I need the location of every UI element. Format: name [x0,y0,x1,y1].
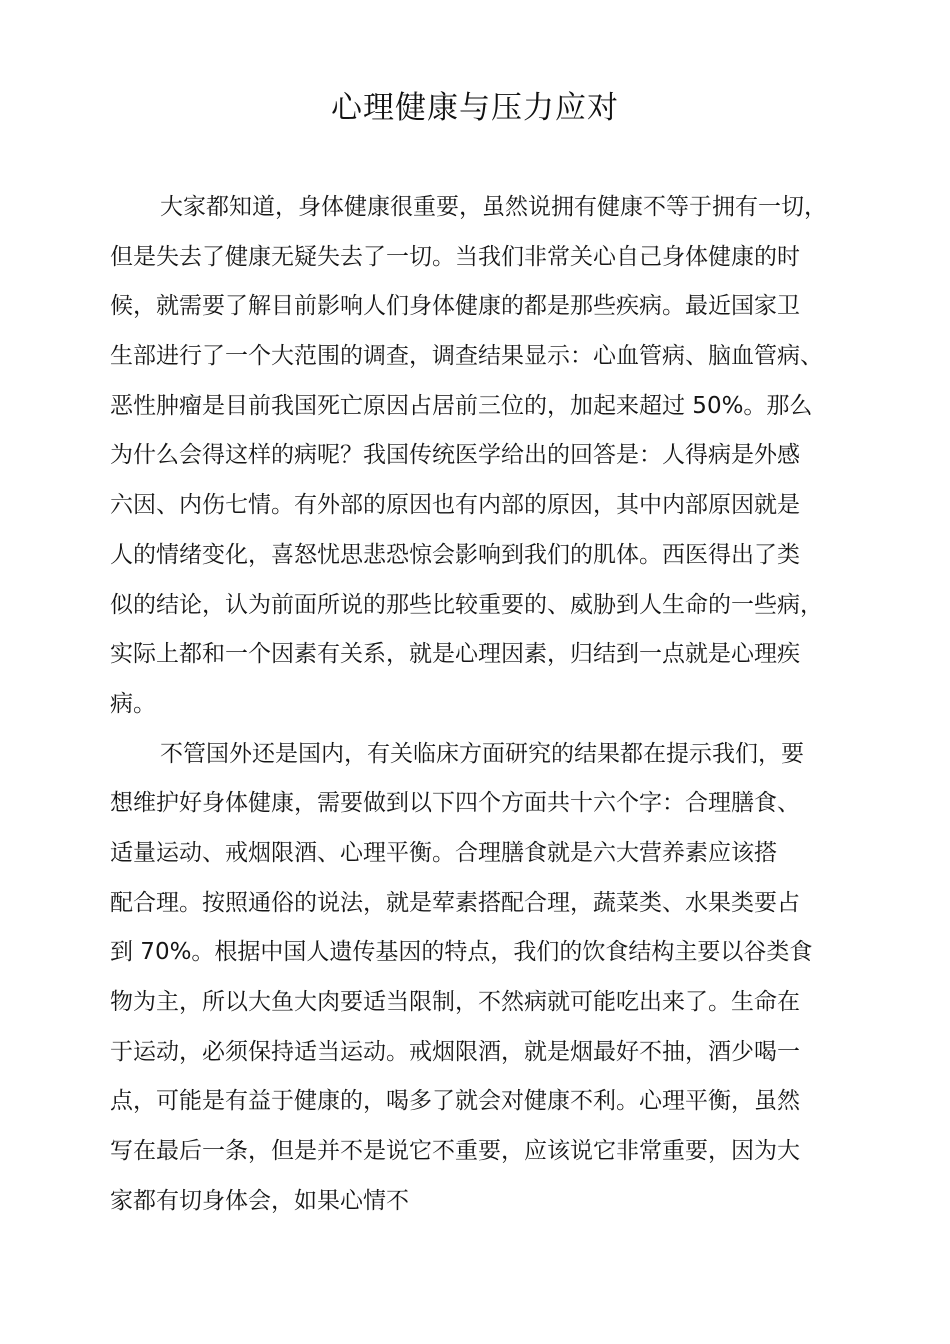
paragraph-1-line-8: 人的情绪变化，喜怒忧思悲恐惊会影响到我们的肌体。西医得出了类 [110,541,800,568]
paragraph-1-line-1: 大家都知道，身体健康很重要，虽然说拥有健康不等于拥有一切， [160,194,827,220]
document-title: 心理健康与压力应对 [331,90,619,126]
paragraph-1-line-9: 似的结论，认为前面所说的那些比较重要的、威胁到人生命的一些病， [110,591,823,618]
paragraph-1-line-10: 实际上都和一个因素有关系，就是心理因素，归结到一点就是心理疾 [110,641,800,668]
paragraph-2-line-6: 物为主，所以大鱼大肉要适当限制，不然病就可能吃出来了。生命在 [110,989,800,1015]
paragraph-1-line-4: 生部进行了一个大范围的调查，调查结果显示：心血管病、脑血管病、 [110,343,823,370]
paragraph-1-line-6: 为什么会得这样的病呢？我国传统医学给出的回答是：人得病是外感 [110,442,800,469]
paragraph-2-line-3: 适量运动、戒烟限酒、心理平衡。合理膳食就是六大营养素应该搭 [110,839,777,866]
paragraph-1-line-11: 病。 [110,690,156,717]
document-body [110,183,870,1226]
paragraph-2-line-9: 写在最后一条，但是并不是说它不重要，应该说它非常重要，因为大 [110,1138,800,1165]
paragraph-2-line-2: 想维护好身体健康，需要做到以下四个方面共十六个字：合理膳食、 [110,790,800,817]
paragraph-2-line-5: 到 70%。根据中国人遗传基因的特点，我们的饮食结构主要以谷类食 [110,939,813,966]
paragraph-2-line-4: 配合理。按照通俗的说法，就是荤素搭配合理，蔬菜类、水果类要占 [110,889,800,916]
paragraph-1-line-7: 六因、内伤七情。有外部的原因也有内部的原因，其中内部原因就是 [110,492,800,519]
paragraph-2-line-1: 不管国外还是国内，有关临床方面研究的结果都在提示我们，要 [160,740,804,767]
paragraph-2-line-8: 点，可能是有益于健康的，喝多了就会对健康不利。心理平衡，虽然 [110,1088,800,1115]
paragraph-1-line-3: 候，就需要了解目前影响人们身体健康的都是那些疾病。最近国家卫 [110,293,800,320]
paragraph-1-line-2: 但是失去了健康无疑失去了一切。当我们非常关心自己身体健康的时 [110,243,800,270]
paragraph-1-line-5: 恶性肿瘤是目前我国死亡原因占居前三位的，加起来超过 50%。那么 [110,392,813,419]
paragraph-2-line-10: 家都有切身体会，如果心情不 [110,1187,409,1214]
paragraph-2-line-7: 于运动，必须保持适当运动。戒烟限酒，就是烟最好不抽，酒少喝一 [110,1038,800,1065]
